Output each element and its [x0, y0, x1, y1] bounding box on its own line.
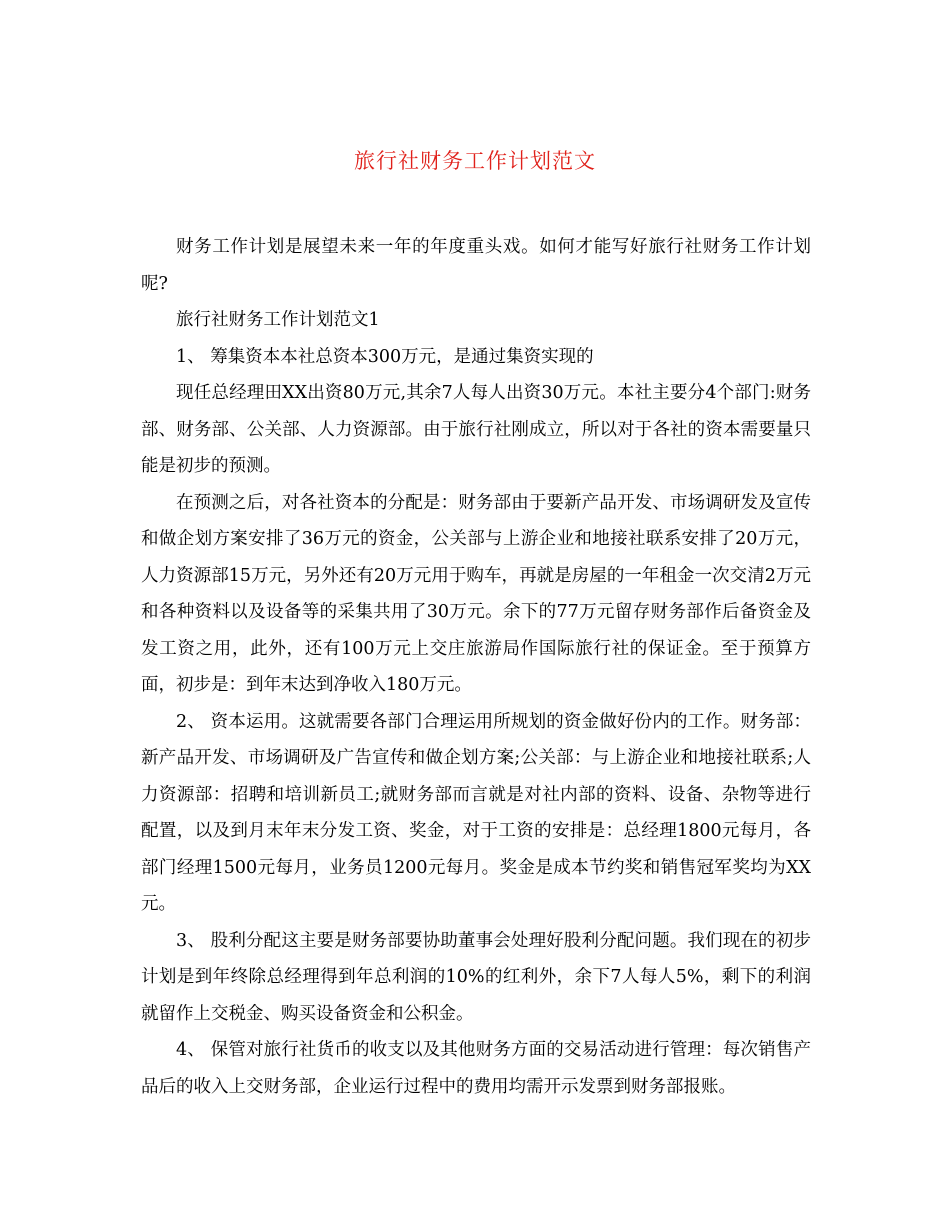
document-title: 旅行社财务工作计划范文	[354, 149, 596, 173]
paragraph-intro: 财务工作计划是展望未来一年的年度重头戏。如何才能写好旅行社财务工作计划呢?	[141, 237, 811, 294]
paragraph-capital-detail: 现任总经理田XX出资80万元,其余7人每人出资30万元。本社主要分4个部门:财务部、财务部、公关部、人力资源部。由于旅行社刚成立，所以对于各社的资本需要量只能是初步的预测。	[141, 383, 811, 476]
paragraph-item-3: 3、 股利分配这主要是财务部要协助董事会处理好股利分配问题。我们现在的初步计划是到年终除总经理得到年总利润的10%的红利外，余下7人每人5%，剩下的利润就留作上交税金、购买设备资金和公积金。	[141, 930, 811, 1024]
paragraph-item-4: 4、 保管对旅行社货币的收支以及其他财务方面的交易活动进行管理：每次销售产品后的收入上交财务部，企业运行过程中的费用均需开示发票到财务部报账。	[141, 1040, 811, 1097]
paragraph-item-2: 2、 资本运用。这就需要各部门合理运用所规划的资金做好份内的工作。财务部：新产品开发、市场调研及广告宣传和做企划方案;公关部：与上游企业和地接社联系;人力资源部：招聘和培训新员工;就财务部而言就是对社内部的资料、设备、杂物等进行配置，以及到月末年末分发工资、奖金，对于工资的安排是：总经理1800元每月，各部门经理1500元每月，业务员1200元每月。奖金是成本节约奖和销售冠军奖均为XX元。	[141, 711, 811, 914]
paragraph-subtitle: 旅行社财务工作计划范文1	[176, 310, 380, 330]
paragraph-item-1: 1、 筹集资本本社总资本300万元，是通过集资实现的	[176, 346, 594, 367]
paragraph-allocation: 在预测之后，对各社资本的分配是：财务部由于要新产品开发、市场调研发及宣传和做企划方案安排了36万元的资金，公关部与上游企业和地接社联系安排了20万元，人力资源部15万元，另外还有20万元用于购车，再就是房屋的一年租金一次交清2万元和各种资料以及设备等的采集共用了30万元。余下的77万元留存财务部作后备资金及发工资之用，此外，还有100万元上交庄旅游局作国际旅行社的保证金。至于预算方面，初步是：到年末达到净收入180万元。	[141, 492, 811, 695]
document-body	[141, 229, 811, 1105]
